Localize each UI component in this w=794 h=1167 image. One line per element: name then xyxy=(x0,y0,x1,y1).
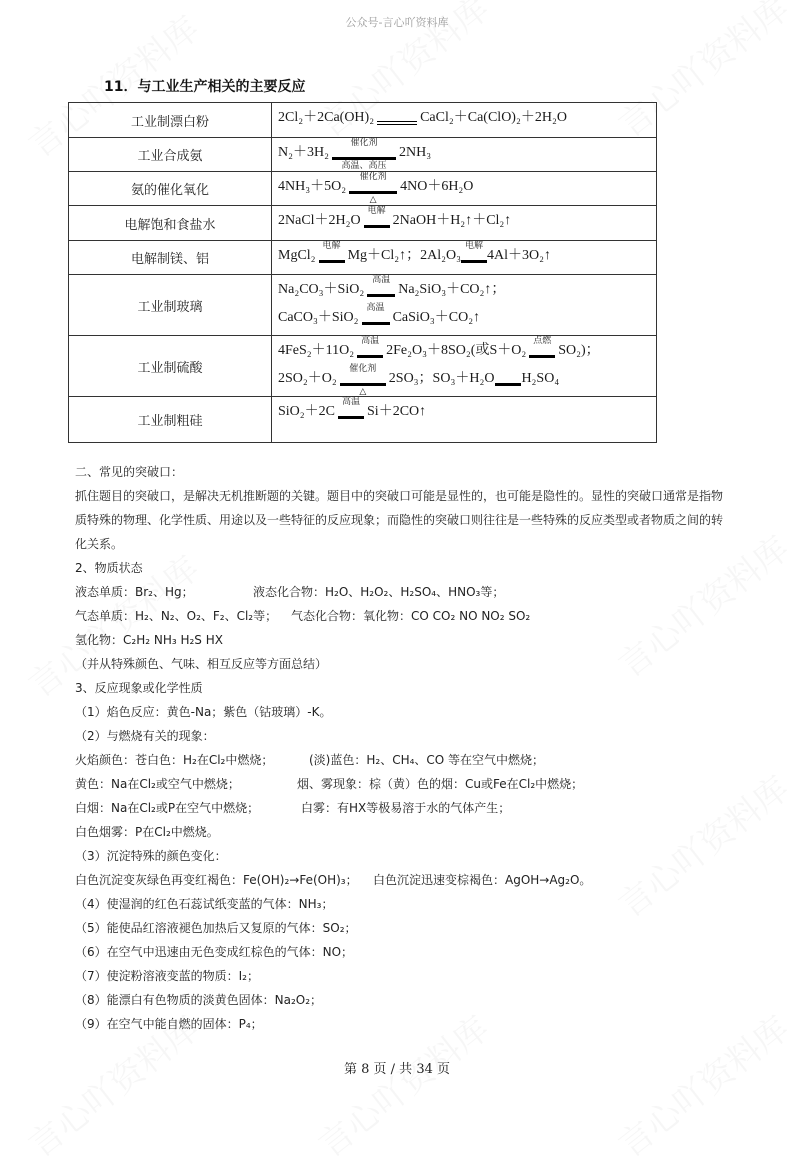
reaction-name: 工业合成氨 xyxy=(69,138,272,172)
text-line: （4）使湿润的红色石蕊试纸变蓝的气体：NH₃； xyxy=(75,897,334,911)
text-line: （5）能使品红溶液褪色加热后又复原的气体：SO₂； xyxy=(75,921,357,935)
reaction-name: 氨的催化氧化 xyxy=(69,172,272,206)
reaction-equation: 4FeS₂＋11O₂ 高温 2Fe₂O₃＋8SO₂(或S＋O₂ 点燃 SO₂)； 2SO₂＋O₂ 催化剂 △ 2SO₃；SO₃＋H₂O H₂SO₄ xyxy=(272,336,657,397)
condition-arrow: 高温 xyxy=(362,309,390,327)
equals-sign xyxy=(495,370,521,388)
table-row xyxy=(69,336,657,397)
text-line: （并从特殊颜色、气味、相互反应等方面总结） xyxy=(75,657,328,671)
table-row xyxy=(69,397,657,443)
condition-arrow: 催化剂 高温、高压 xyxy=(332,144,396,162)
subsection-heading: 2、物质状态 xyxy=(75,561,143,575)
reaction-name: 电解制镁、铝 xyxy=(69,241,272,275)
reaction-equation: MgCl₂ 电解 Mg＋Cl₂↑；2Al₂O₃ 电解 4Al＋3O₂↑ xyxy=(272,241,657,275)
text-line: 白烟：Na在Cl₂或P在空气中燃烧； 白雾：有HX等极易溶于水的气体产生； xyxy=(75,801,511,815)
subsection-heading: 3、反应现象或化学性质 xyxy=(75,681,203,695)
equals-sign xyxy=(377,109,417,127)
table-row xyxy=(69,206,657,241)
condition-arrow: 点燃 xyxy=(529,342,555,360)
table-row xyxy=(69,138,657,172)
text-line: 火焰颜色：苍白色：H₂在Cl₂中燃烧； (淡)蓝色：H₂、CH₄、CO 等在空气中燃烧； xyxy=(75,753,545,767)
reaction-name: 电解饱和食盐水 xyxy=(69,206,272,241)
text-line: （3）沉淀特殊的颜色变化： xyxy=(75,849,227,863)
reaction-equation: Na₂CO₃＋SiO₂ 高温 Na₂SiO₃＋CO₂↑； CaCO₃＋SiO₂ 高温 CaSiO₃＋CO₂↑ xyxy=(272,275,657,336)
text-line: （1）焰色反应：黄色-Na；紫色（钴玻璃）-K。 xyxy=(75,705,332,719)
reaction-equation: 2Cl₂＋2Ca(OH)₂ CaCl₂＋Ca(ClO)₂＋2H₂O xyxy=(272,103,657,138)
text-line: （7）使淀粉溶液变蓝的物质：I₂； xyxy=(75,969,259,983)
table-row xyxy=(69,103,657,138)
reaction-name: 工业制硫酸 xyxy=(69,336,272,397)
reaction-equation: N₂＋3H₂ 催化剂 高温、高压 2NH₃ xyxy=(272,138,657,172)
text-line: 白色沉淀变灰绿色再变红褐色：Fe(OH)₂→Fe(OH)₃； 白色沉淀迅速变棕褐色：AgOH→Ag₂O。 xyxy=(75,873,592,887)
text-line: （2）与燃烧有关的现象： xyxy=(75,729,215,743)
page-number: 第 8 页 / 共 34 页 xyxy=(344,1062,450,1077)
table-row xyxy=(69,172,657,206)
text-line: 液态单质：Br₂、Hg； 液态化合物：H₂O、H₂O₂、H₂SO₄、HNO₃等； xyxy=(75,585,505,599)
page-header: 公众号-言心吖资料库 xyxy=(345,16,449,29)
breakthrough-section xyxy=(75,460,725,1036)
text-line: （6）在空气中迅速由无色变成红棕色的气体：NO； xyxy=(75,945,354,959)
reactions-table xyxy=(68,102,657,443)
text-line: 氢化物：C₂H₂ NH₃ H₂S HX xyxy=(75,633,223,647)
table-row xyxy=(69,241,657,275)
reaction-equation: SiO₂＋2C 高温 Si＋2CO↑ xyxy=(272,397,657,443)
condition-arrow: 电解 xyxy=(364,212,390,230)
condition-arrow: 催化剂 △ xyxy=(349,178,397,196)
reaction-name: 工业制玻璃 xyxy=(69,275,272,336)
text-line: 气态单质：H₂、N₂、O₂、F₂、Cl₂等； 气态化合物：氧化物：CO CO₂ NO NO₂ SO₂ xyxy=(75,609,531,623)
text-line: 白色烟雾：P在Cl₂中燃烧。 xyxy=(75,825,219,839)
intro-paragraph: 抓住题目的突破口，是解决无机推断题的关键。题目中的突破口可能是显性的，也可能是隐性的。显性的突破口通常是指物质特殊的物理、化学性质、用途以及一些特征的反应现象；而隐性的突破口则往往是一些特殊的反应类型或者物质之间的转化关系。 xyxy=(75,489,724,551)
text-line: （8）能漂白有色物质的淡黄色固体：Na₂O₂； xyxy=(75,993,323,1007)
text-line: （9）在空气中能自燃的固体：P₄； xyxy=(75,1017,263,1031)
section-heading: 二、常见的突破口： xyxy=(75,465,184,479)
condition-arrow: 电解 xyxy=(461,247,487,265)
reaction-name: 工业制漂白粉 xyxy=(69,103,272,138)
reaction-equation: 4NH₃＋5O₂ 催化剂 △ 4NO＋6H₂O xyxy=(272,172,657,206)
condition-arrow: 高温 xyxy=(367,281,395,299)
condition-arrow: 催化剂 △ xyxy=(340,370,386,388)
condition-arrow: 电解 xyxy=(319,247,345,265)
table-row xyxy=(69,275,657,336)
text-line: 黄色：Na在Cl₂或空气中燃烧； 烟、雾现象：棕（黄）色的烟：Cu或Fe在Cl₂中燃烧； xyxy=(75,777,584,791)
section-title: 11．与工业生产相关的主要反应 xyxy=(104,79,306,95)
condition-arrow: 高温 xyxy=(338,403,364,421)
condition-arrow: 高温 xyxy=(357,342,383,360)
reaction-equation: 2NaCl＋2H₂O 电解 2NaOH＋H₂↑＋Cl₂↑ xyxy=(272,206,657,241)
reaction-name: 工业制粗硅 xyxy=(69,397,272,443)
